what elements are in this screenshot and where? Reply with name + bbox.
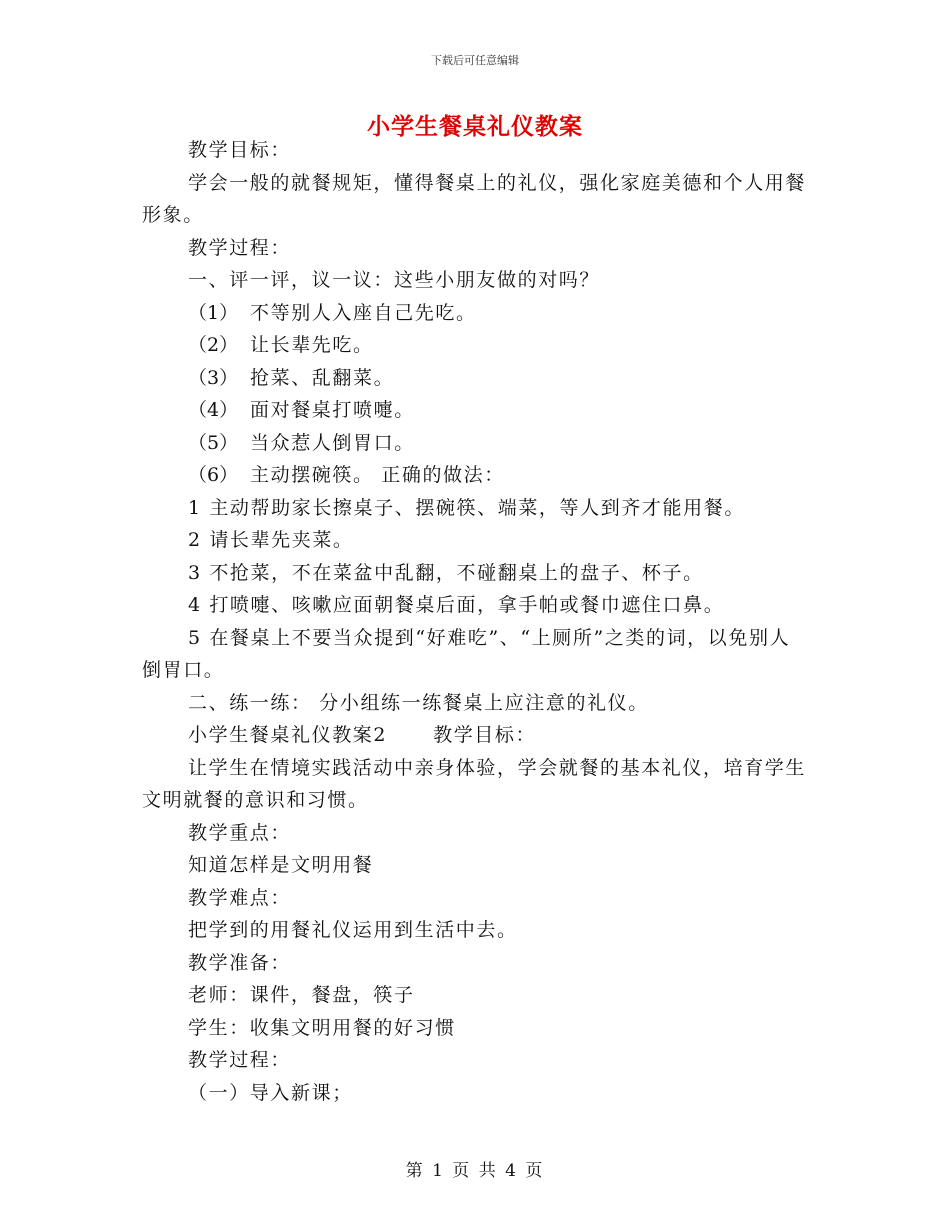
list-item-number: （4）: [188, 399, 239, 421]
paragraph: 知道怎样是文明用餐: [188, 854, 374, 876]
paragraph: 教学重点：: [188, 821, 292, 844]
list-item-number: （2）: [188, 334, 239, 356]
paragraph: 老师：课件，餐盘，筷子: [188, 984, 415, 1006]
paragraph: 5 在餐桌上不要当众提到“好难吃”、“上厕所”之类的词，以免别人倒胃口。: [142, 626, 791, 681]
list-item-text: 当众惹人倒胃口。: [250, 431, 415, 454]
paragraph: [142, 719, 810, 752]
paragraph: 4 打喷嚏、咳嗽应面朝餐桌后面，拿手帕或餐巾遮住口鼻。: [188, 594, 725, 616]
list-item-number: （3）: [188, 366, 239, 389]
paragraph: 二、练一练： 分小组练一练餐桌上应注意的礼仪。: [188, 691, 649, 714]
paragraph: （一）导入新课；: [188, 1081, 353, 1104]
paragraph: 一、评一评，议一议：这些小朋友做的对吗？: [188, 269, 601, 291]
paragraph: 把学到的用餐礼仪运用到生活中去。: [188, 919, 518, 941]
list-item: [142, 394, 810, 427]
paragraph: 教学难点：: [188, 886, 292, 909]
list-item-number: （5）: [188, 431, 239, 454]
list-item-text: 面对餐桌打喷嚏。: [250, 399, 415, 421]
paragraph: 让学生在情境实践活动中亲身体验，学会就餐的基本礼仪，培育学生文明就餐的意识和习惯。: [142, 756, 807, 811]
list-item: [142, 329, 810, 362]
list-item-text: 不等别人入座自己先吃。: [250, 301, 477, 324]
list-item-number: （6）: [188, 464, 239, 486]
list-item: [142, 297, 810, 330]
document-body: [142, 134, 810, 1109]
section-title: 小学生餐桌礼仪教案2: [188, 724, 388, 746]
paragraph: 教学目标：: [188, 139, 292, 161]
paragraph: 3 不抢菜，不在菜盆中乱翻，不碰翻桌上的盘子、杯子。: [188, 561, 704, 584]
page-footer: 第 1 页 共 4 页: [405, 1161, 545, 1181]
list-item-text: 抢菜、乱翻菜。: [250, 366, 395, 389]
list-item: [142, 459, 810, 492]
paragraph: 教学过程：: [188, 1049, 292, 1071]
paragraph: 1 主动帮助家长擦桌子、摆碗筷、端菜，等人到齐才能用餐。: [188, 496, 745, 519]
section-label: 教学目标：: [433, 724, 537, 746]
list-item-text: 主动摆碗筷。 正确的做法：: [250, 464, 505, 486]
document-title: 小学生餐桌礼仪教案: [367, 113, 583, 140]
list-item: [142, 362, 810, 395]
page-header: 下载后可任意编辑: [431, 54, 519, 67]
paragraph: 教学过程：: [188, 236, 292, 259]
paragraph: 学会一般的就餐规矩，懂得餐桌上的礼仪，强化家庭美德和个人用餐形象。: [142, 171, 807, 226]
paragraph: 2 请长辈先夹菜。: [188, 529, 354, 551]
paragraph: 教学准备：: [188, 951, 292, 974]
list-item: [142, 427, 810, 460]
paragraph: 学生：收集文明用餐的好习惯: [188, 1016, 456, 1039]
list-item-number: （1）: [188, 301, 239, 324]
list-item-text: 让长辈先吃。: [250, 334, 374, 356]
